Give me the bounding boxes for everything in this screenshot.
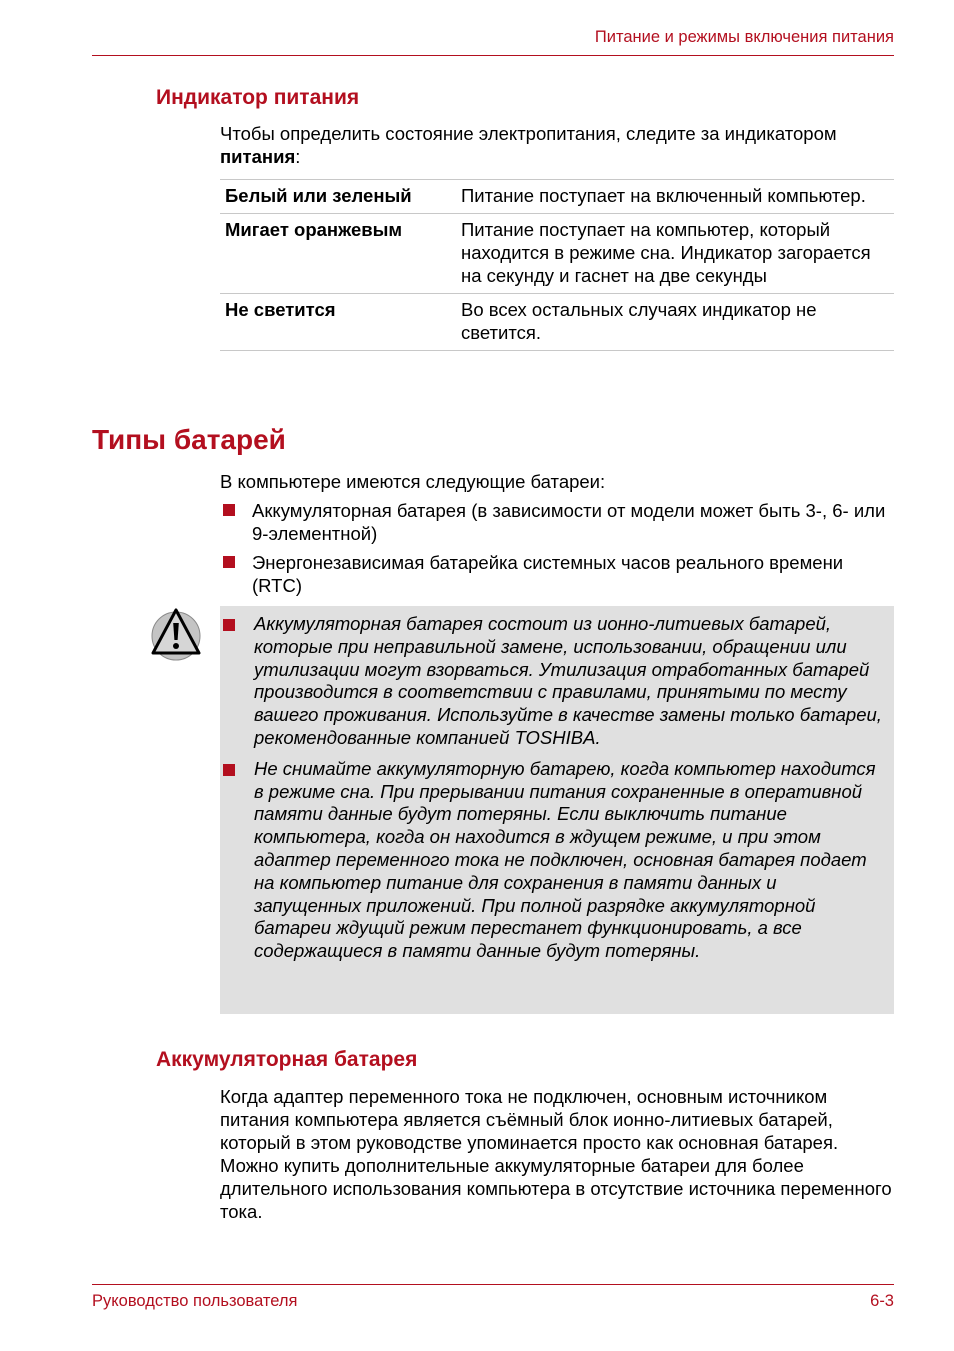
page-title-battery-types: Типы батарей	[92, 424, 286, 455]
bullet-square-icon	[223, 764, 235, 776]
list-item	[220, 551, 894, 597]
warning-triangle-icon	[150, 606, 202, 662]
running-header: Питание и режимы включения питания	[594, 28, 894, 46]
battery-list	[220, 499, 894, 603]
warning-text: Аккумуляторная батарея состоит из ионно-литиевых батарей, которые при неправильной замене, использовании, обращении или утилизации могут взорваться. Утилизация отработанных батарей производится в соответствии с правилами, принятыми по месту вашего проживания. Используйте в качестве замены только батареи, рекомендованные компанией TOSHIBA.	[254, 613, 882, 748]
section-heading-main-battery: Аккумуляторная батарея	[156, 1048, 418, 1071]
header-rule	[92, 55, 894, 56]
indicator-description: Питание поступает на включенный компьютер.	[456, 180, 894, 214]
warning-list	[220, 606, 894, 963]
indicator-state: Не светится	[220, 294, 456, 351]
bullet-square-icon	[223, 556, 235, 568]
battery-types-intro: В компьютере имеются следующие батареи:	[220, 471, 606, 492]
list-item	[220, 758, 888, 963]
bullet-square-icon	[223, 619, 235, 631]
bullet-square-icon	[223, 504, 235, 516]
list-item-text: Аккумуляторная батарея (в зависимости от модели может быть 3-, 6- или 9-элементной)	[252, 500, 886, 544]
page-number: 6-3	[870, 1292, 894, 1310]
warning-box	[220, 606, 894, 1014]
intro-bold: питания	[220, 146, 296, 167]
table-row	[220, 214, 894, 294]
main-battery-text: Когда адаптер переменного тока не подключен, основным источником питания компьютера является съёмный блок ионно-литиевых батарей, который в этом руководстве упоминается просто как основная батарея. Можно купить дополнительные аккумуляторные батареи для более длительного использования компьютера в отсутствие источника переменного тока.	[220, 1086, 892, 1222]
indicator-state: Белый или зеленый	[220, 180, 456, 214]
section-heading-power-indicator: Индикатор питания	[156, 86, 360, 109]
power-indicator-intro	[220, 122, 894, 168]
footer-title: Руководство пользователя	[92, 1292, 298, 1310]
list-item	[220, 499, 894, 545]
indicator-table	[220, 179, 894, 351]
table-row	[220, 294, 894, 351]
footer-rule	[92, 1284, 894, 1285]
intro-colon: :	[295, 146, 301, 167]
list-item	[220, 613, 888, 750]
list-item-text: Энергонезависимая батарейка системных часов реального времени (RTC)	[252, 552, 844, 596]
intro-text: Чтобы определить состояние электропитания, следите за индикатором	[220, 123, 837, 144]
warning-text: Не снимайте аккумуляторную батарею, когда компьютер находится в режиме сна. При прерывании питания сохраненные в оперативной памяти данные будут потеряны. Если выключить питание компьютера, когда он находится в ждущем режиме, и при этом адаптер переменного тока не подключен, основная батарея подает на компьютер питание для сохранения в памяти данных и запущенных приложений. При полной разрядке аккумуляторной батареи ждущий режим перестанет функционировать, а все содержащиеся в памяти данные будут потеряны.	[254, 757, 876, 962]
indicator-description: Питание поступает на компьютер, который находится в режиме сна. Индикатор загорается на секунду и гаснет на две секунды	[456, 214, 894, 294]
indicator-description: Во всех остальных случаях индикатор не светится.	[456, 294, 894, 351]
table-row	[220, 180, 894, 214]
indicator-state: Мигает оранжевым	[220, 214, 456, 294]
